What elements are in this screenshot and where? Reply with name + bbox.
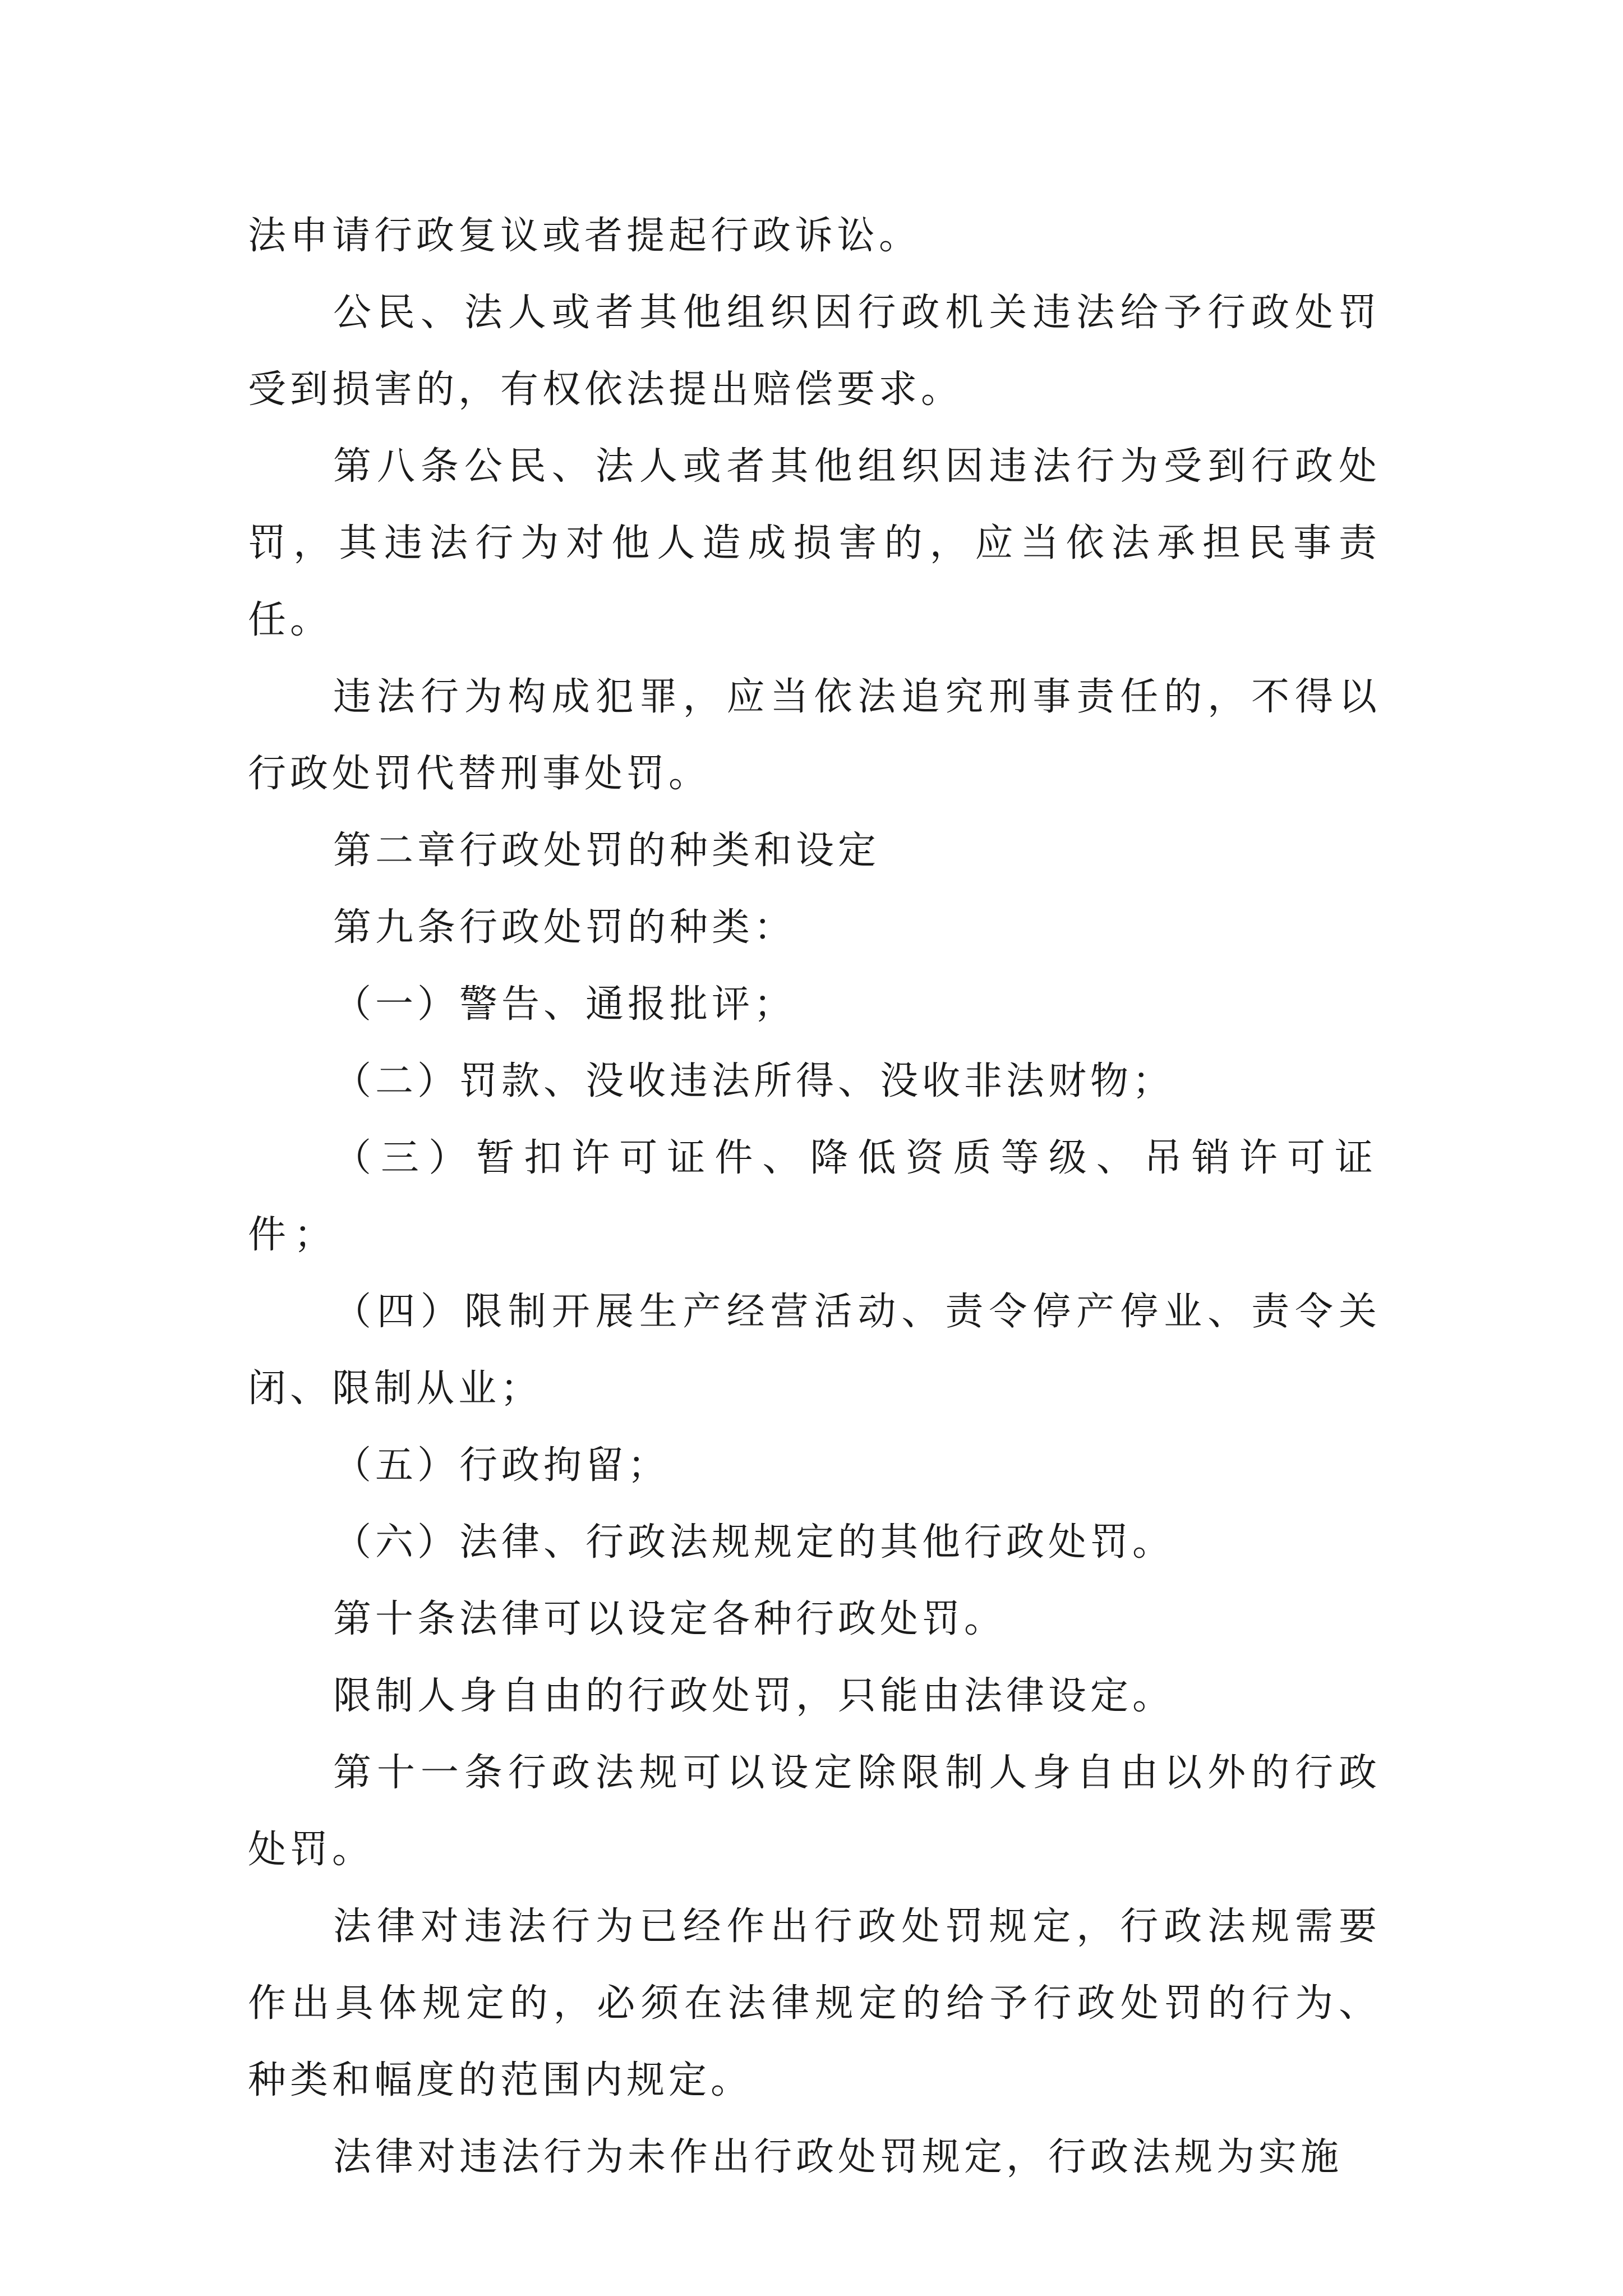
- paragraph: 第九条行政处罚的种类：: [333, 905, 796, 950]
- paragraph: 法申请行政复议或者提起行政诉讼。: [248, 214, 921, 258]
- list-item: （二）罚款、没收违法所得、没收非法财物；: [333, 1059, 1175, 1103]
- paragraph: 违法行为构成犯罪，应当依法追究刑事责任的，不得以行政处罚代替刑事处罚。: [248, 675, 1381, 796]
- paragraph: 第十条法律可以设定各种行政处罚。: [333, 1597, 1007, 1641]
- list-item: （三）暂扣许可证件、降低资质等级、吊销许可证件；: [248, 1136, 1381, 1257]
- document-body: [248, 197, 1381, 2196]
- list-item: （四）限制开展生产经营活动、责令停产停业、责令关闭、限制从业；: [248, 1290, 1381, 1411]
- paragraph: 第八条公民、法人或者其他组织因违法行为受到行政处罚，其违法行为对他人造成损害的，应当依法承担民事责任。: [248, 444, 1381, 642]
- paragraph: 第十一条行政法规可以设定除限制人身自由以外的行政处罚。: [248, 1751, 1381, 1872]
- list-item: （五）行政拘留；: [333, 1443, 670, 1488]
- paragraph: 公民、法人或者其他组织因行政机关违法给予行政处罚受到损害的，有权依法提出赔偿要求。: [248, 291, 1381, 412]
- paragraph: 法律对违法行为已经作出行政处罚规定，行政法规需要作出具体规定的，必须在法律规定的给予行政处罚的行为、种类和幅度的范围内规定。: [248, 1904, 1381, 2102]
- paragraph: 限制人身自由的行政处罚，只能由法律设定。: [333, 1674, 1175, 1718]
- list-item: （六）法律、行政法规规定的其他行政处罚。: [333, 1520, 1175, 1565]
- chapter-heading: 第二章行政处罚的种类和设定: [333, 829, 880, 873]
- paragraph: 法律对违法行为未作出行政处罚规定，行政法规为实施: [333, 2135, 1343, 2179]
- list-item: （一）警告、通报批评；: [333, 982, 796, 1027]
